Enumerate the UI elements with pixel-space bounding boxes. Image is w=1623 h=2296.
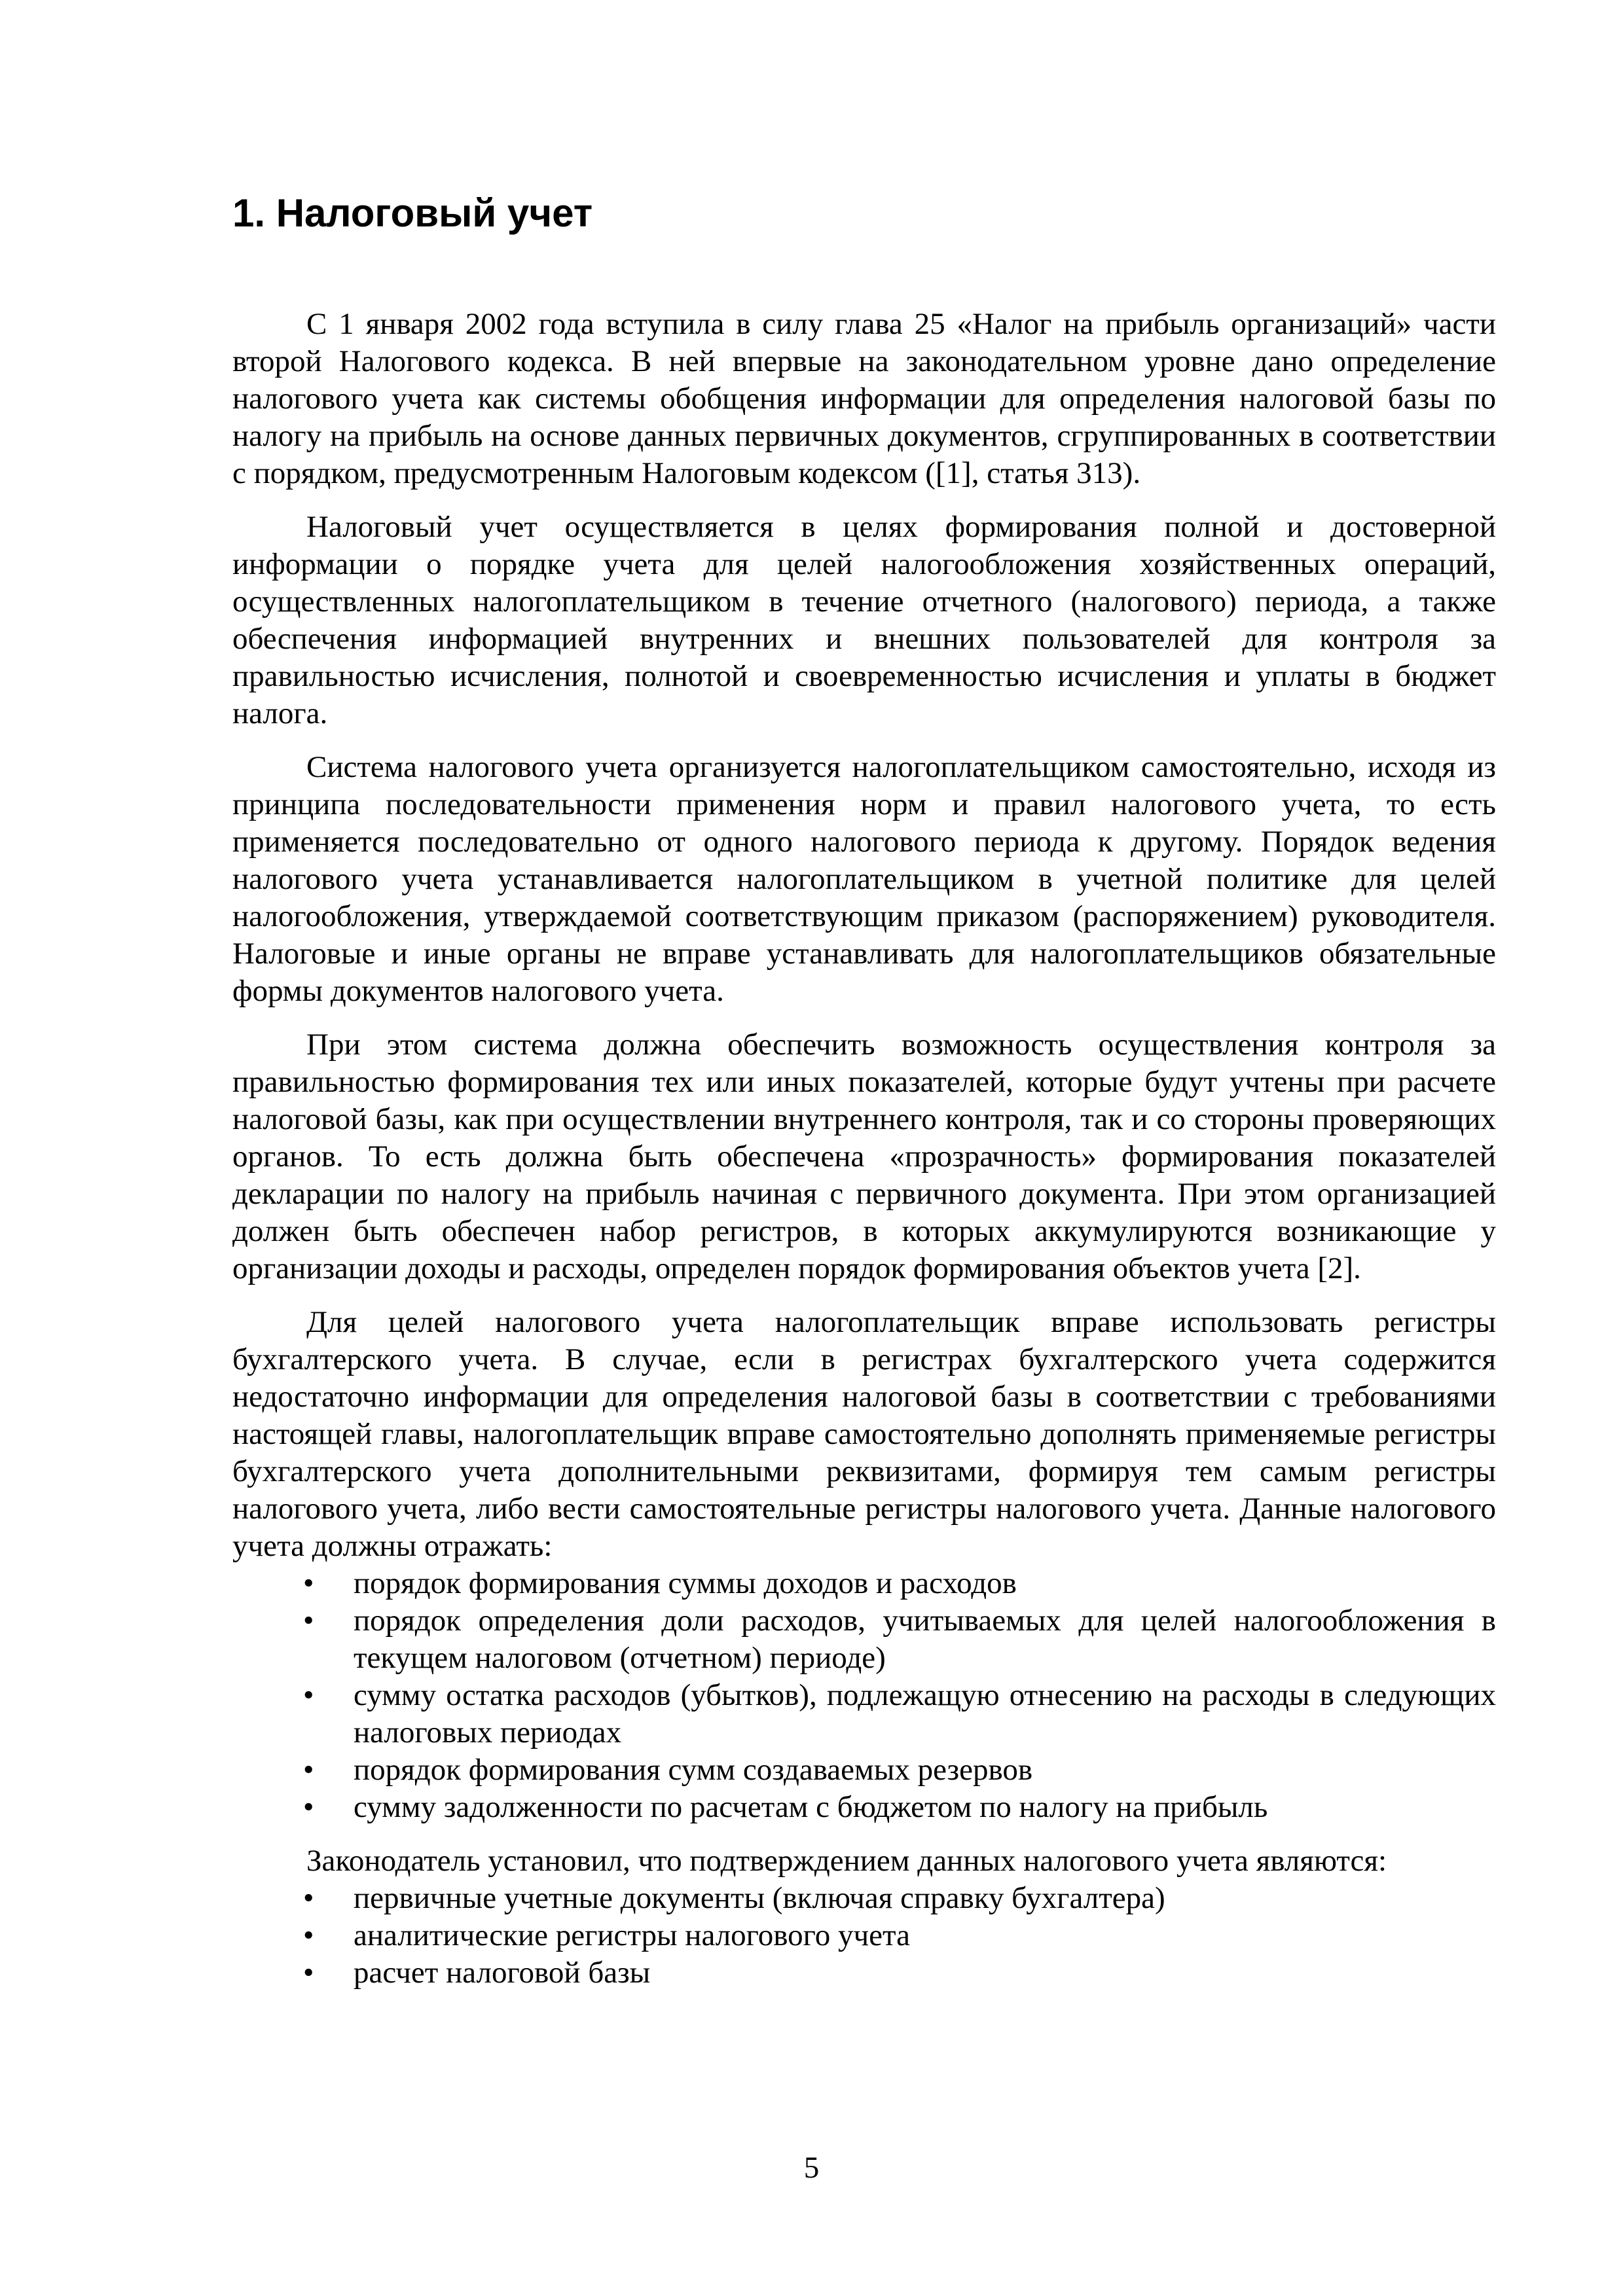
paragraph: Законодатель установил, что подтверждением данных налогового учета являются: xyxy=(306,1844,1387,1878)
list-item: • порядок определения доли расходов, учитываемых для целей налогообложения в текущем налоговом (отчетном) периоде) xyxy=(232,1602,1496,1677)
page-content xyxy=(232,190,1496,2008)
paragraph: При этом система должна обеспечить возможность осуществления контроля за правильностью формирования тех или иных показателей, которые будут учтены при расчете налоговой базы, как при осуществлении внутреннего контроля, так и со стороны проверяющих органов. То есть должна быть обеспечена «прозрачность» формирования показателей декларации по налогу на прибыль начиная с первичного документа. При этом организацией должен быть обеспечен набор регистров, в которых аккумулируются возникающие у организации доходы и расходы, определен порядок формирования объектов учета [2]. xyxy=(232,1028,1496,1285)
list-item: • порядок формирования сумм создаваемых резервов xyxy=(232,1751,1496,1789)
list-item: • первичные учетные документы (включая справку бухгалтера) xyxy=(232,1880,1496,1917)
list-item: • порядок формирования суммы доходов и расходов xyxy=(232,1565,1496,1602)
list-item: • сумму задолженности по расчетам с бюджетом по налогу на прибыль xyxy=(232,1789,1496,1826)
list-item: • аналитические регистры налогового учета xyxy=(232,1917,1496,1954)
section-heading: 1. Налоговый учет xyxy=(232,191,593,235)
list-item: • сумму остатка расходов (убытков), подлежащую отнесению на расходы в следующих налоговых периодах xyxy=(232,1677,1496,1751)
paragraph: Система налогового учета организуется налогоплательщиком самостоятельно, исходя из принципа последовательности применения норм и правил налогового учета, то есть применяется последовательно от одного налогового периода к другому. Порядок ведения налогового учета устанавливается налогоплательщиком в учетной политике для целей налогообложения, утверждаемой соответствующим приказом (распоряжением) руководителя. Налоговые и иные органы не вправе устанавливать для налогоплательщиков обязательные формы документов налогового учета. xyxy=(232,750,1496,1008)
body-text xyxy=(232,306,1496,1992)
paragraph: С 1 января 2002 года вступила в силу глава 25 «Налог на прибыль организаций» части второй Налогового кодекса. В ней впервые на законодательном уровне дано определение налогового учета как системы обобщения информации для определения налоговой базы по налогу на прибыль на основе данных первичных документов, сгруппированных в соответствии с порядком, предусмотренным Налоговым кодексом ([1], статья 313). xyxy=(232,307,1496,490)
tax-records-list xyxy=(232,1565,1496,1826)
list-item: • расчет налоговой базы xyxy=(232,1954,1496,1992)
paragraph: Для целей налогового учета налогоплательщик вправе использовать регистры бухгалтерского учета. В случае, если в регистрах бухгалтерского учета содержится недостаточно информации для определения налоговой базы в соответствии с требованиями настоящей главы, налогоплательщик вправе самостоятельно дополнять применяемые регистры бухгалтерского учета дополнительными реквизитами, формируя тем самым регистры налогового учета, либо вести самостоятельные регистры налогового учета. Данные налогового учета должны отражать: xyxy=(232,1305,1496,1563)
confirmation-list xyxy=(232,1880,1496,1992)
page-number: 5 xyxy=(803,2151,820,2185)
paragraph: Налоговый учет осуществляется в целях формирования полной и достоверной информации о порядке учета для целей налогообложения хозяйственных операций, осуществленных налогоплательщиком в течение отчетного (налогового) периода, а также обеспечения информацией внутренних и внешних пользователей для контроля за правильностью исчисления, полнотой и своевременностью исчисления и уплаты в бюджет налога. xyxy=(232,510,1496,730)
